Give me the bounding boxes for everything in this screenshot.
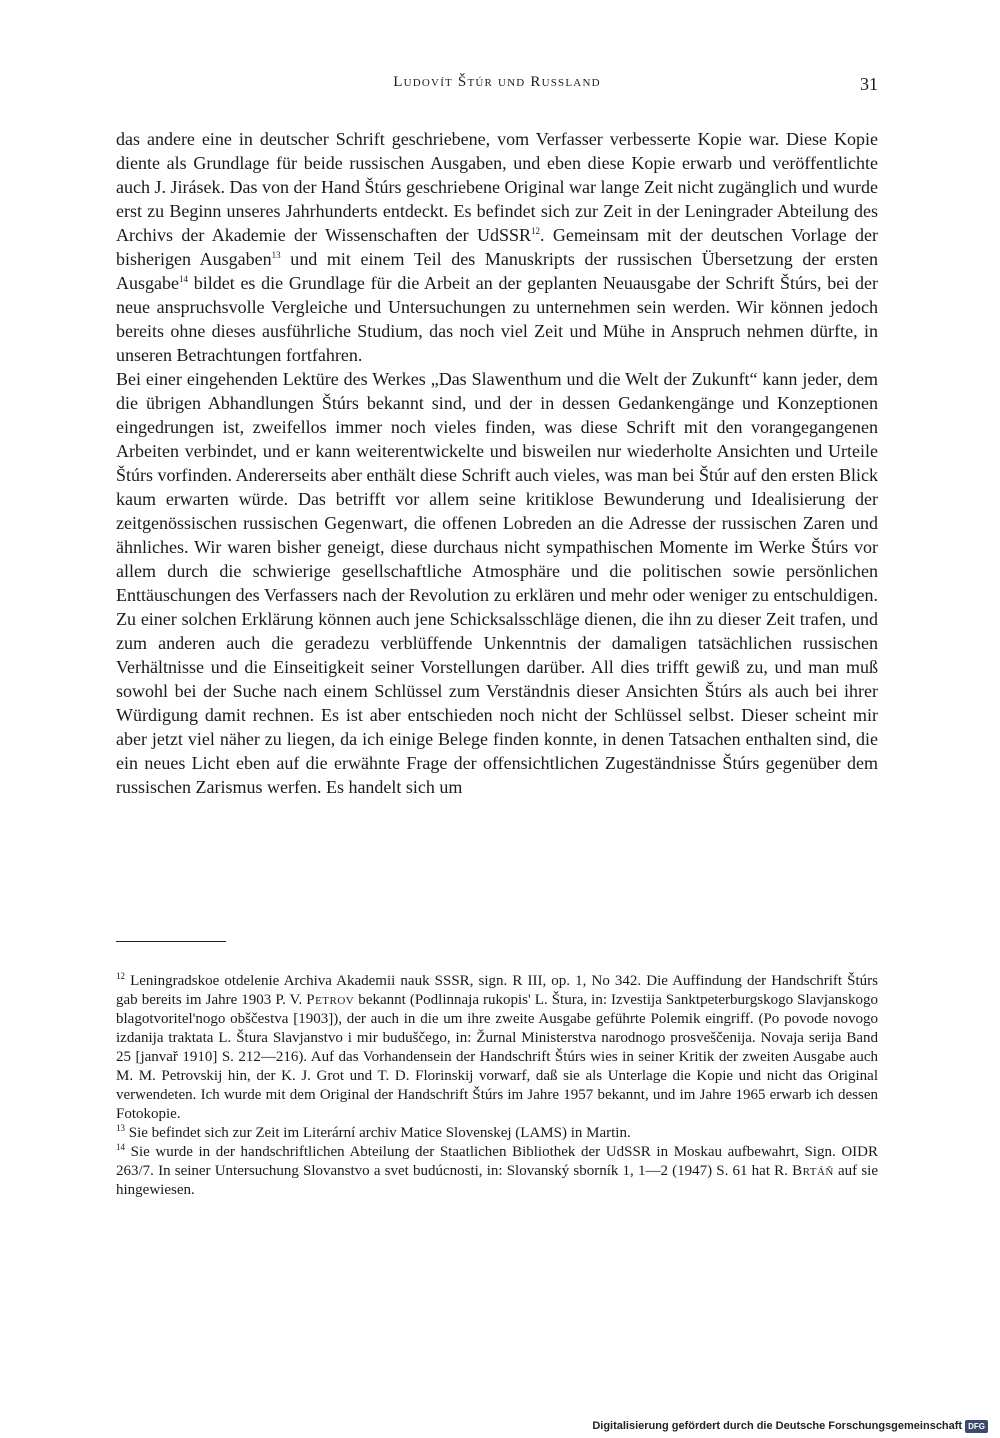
footnote-divider (116, 941, 226, 942)
paragraph: das andere eine in deutscher Schrift geschriebene, vom Verfasser verbesserte Kopie war. Diese Kopie diente als Grundlage für beide russischen Ausgaben, und eben diese Kopie erwarb und veröffentlichte auch J. Jirásek. Das von der Hand Štúrs geschriebene Original war lange Zeit nicht zugänglich und wurde erst zu Beginn unseres Jahrhunderts entdeckt. Es befindet sich zur Zeit in der Leningrader Abteilung des Archivs der Akademie der Wissenschaften der UdSSR$^{12}$. Gemeinsam mit der deutschen Vorlage der bisherigen Ausgaben$^{13}$ und mit einem Teil des Manuskripts der russischen Übersetzung der ersten Ausgabe$^{14}$ bildet es die Grundlage für die Arbeit an der geplanten Neuausgabe der Schrift Štúrs, bei der neue anspruchsvolle Vergleiche und Untersuchungen zu unternehmen sein werden. Wir können jedoch bereits ohne dieses ausführliche Studium, das noch viel Zeit und Mühe in Anspruch nehmen dürfte, in unseren Betrachtungen fortfahren. (116, 129, 878, 365)
footnote: $^{12}$ Leningradskoe otdelenie Archiva Akademii nauk SSSR, sign. R III, op. 1, No 342. Die Auffindung der Handschrift Štúrs gab bereits im Jahre 1903 P. V. Petrov bekannt (Podlinnaja rukopis' L. Štura, in: Izvestija Sanktpeterburgskogo Slavjanskogo blagotvoritel'nogo obščestva [1903]), der auch in die um ihre zweite Ausgabe geführte Polemik eingriff. (Po povode novogo izdanija traktata L. Štura Slavjanstvo i mir buduščego, in: Žurnal Ministerstva narodnogo prosveščenija. Novaja serija Band 25 [janvař 1910] S. 212—216). Auf das Vorhandensein der Handschrift Štúrs wies in seiner Kritik der zweiten Ausgabe auch M. M. Petrovskij hin, der K. J. Grot und T. D. Florinskij vorwarf, daß sie als Unterlage die Kopie und nicht das Original verwendeten. Ich wurde mit dem Original der Handschrift Štúrs im Jahre 1957 bekannt, und im Jahre 1965 erwarb ich dessen Fotokopie. (116, 971, 879, 1122)
footnote-ref[interactable]: 14 (178, 274, 188, 284)
footnotes (116, 972, 878, 1200)
funding-notice: Digitalisierung gefördert durch die Deutsche Forschungsgemeinschaft (592, 1420, 963, 1432)
running-title: Ludovít Štúr und Russland (393, 74, 601, 90)
footnote-number: 12 (116, 971, 125, 981)
footnote: $^{14}$ Sie wurde in der handschriftlichen Abteilung der Staatlichen Bibliothek der UdSSR in Moskau aufbewahrt, Sign. OIDR 263/7. In seiner Untersuchung Slovanstvo a svet budúcnosti, in: Slovanský sborník 1, 1—2 (1947) S. 61 hat R. Brtáň auf sie hingewiesen. (116, 1142, 879, 1198)
footnote-number: 13 (116, 1123, 125, 1133)
paragraph: Bei einer eingehenden Lektüre des Werkes „Das Slawenthum und die Welt der Zukunft“ kann jeder, dem die übrigen Abhandlungen Štúrs bekannt sind, und der in dessen Gedankengänge und Konzeptionen eingedrungen ist, zweifellos immer noch vieles finden, was diese Schrift mit den vorangegangenen Arbeiten verbindet, und er kann weiterentwickelte und bisweilen nur wiederholte Ansichten und Urteile Štúrs vorfinden. Andererseits aber enthält diese Schrift auch vieles, was man bei Štúr auf den ersten Blick kaum erwarten würde. Das betrifft vor allem seine kritiklose Bewunderung und Idealisierung der zeitgenössischen russischen Gegenwart, die offenen Lobreden an die Adresse der russischen Zaren und ähnliches. Wir waren bisher geneigt, diese durchaus nicht sympathischen Momente im Werke Štúrs vor allem durch die schwierige gesellschaftliche Atmosphäre und die politischen sowie persönlichen Enttäuschungen des Verfassers nach der Revolution zu erklären und mehr oder weniger zu entschuldigen. Zu einer solchen Erklärung können auch jene Schicksalsschläge dienen, die ihn zu dieser Zeit trafen, und zum anderen auch die geradezu verblüffende Unkenntnis der damaligen tatsächlichen russischen Verhältnisse und die Einseitigkeit seiner Vorstellungen darüber. All dies trifft gewiß zu, und man muß sowohl bei der Suche nach einem Schlüssel zum Verständnis dieser Ansichten Štúrs als auch bei ihrer Würdigung damit rechnen. Es ist aber entschieden noch nicht der Schlüssel selbst. Dieser scheint mir aber jetzt viel näher zu liegen, da ich einige Belege finden konnte, in denen Tatsachen enthalten sind, die ein neues Licht eben auf die erwähnte Frage der offensichtlichen Zugeständnisse Štúrs gegenüber dem russischen Zarismus werfen. Es handelt sich um (116, 369, 878, 797)
footnote-ref[interactable]: 12 (531, 226, 541, 236)
author-name: Brtáň (792, 1163, 834, 1179)
author-name: Petrov (306, 992, 355, 1008)
footnote: $^{13}$ Sie befindet sich zur Zeit im Literární archiv Matice Slovenskej (LAMS) in Martin. (116, 1123, 631, 1141)
page-header (116, 74, 878, 104)
digitization-footer (592, 1418, 988, 1434)
footnote-ref[interactable]: 13 (271, 250, 281, 260)
page-number: 31 (860, 74, 878, 94)
main-text (116, 127, 878, 799)
footnote-number: 14 (116, 1142, 125, 1152)
dfg-logo-icon: DFG (965, 1420, 988, 1433)
